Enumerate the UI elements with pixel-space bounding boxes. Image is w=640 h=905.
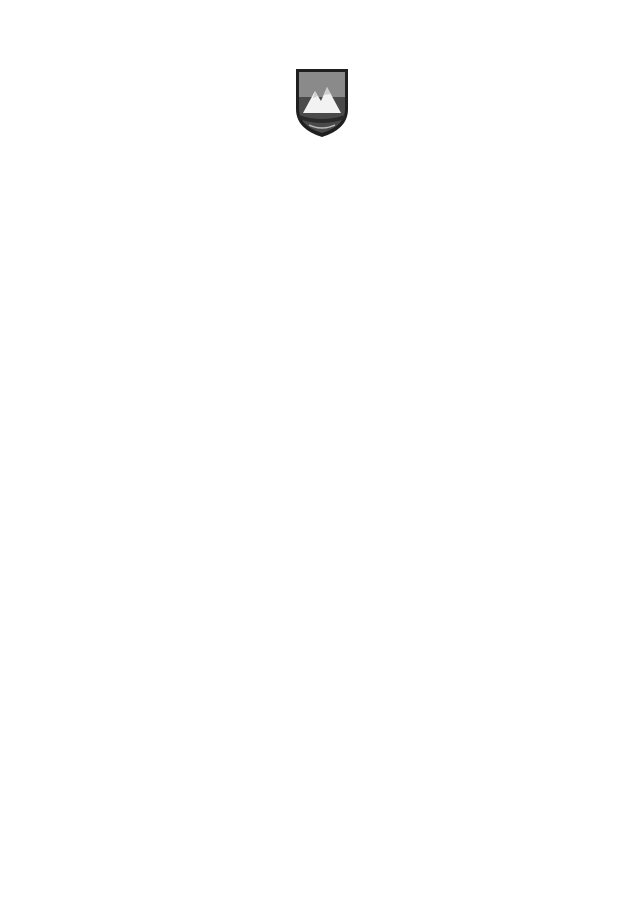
coat-of-arms-emblem [293,65,351,139]
